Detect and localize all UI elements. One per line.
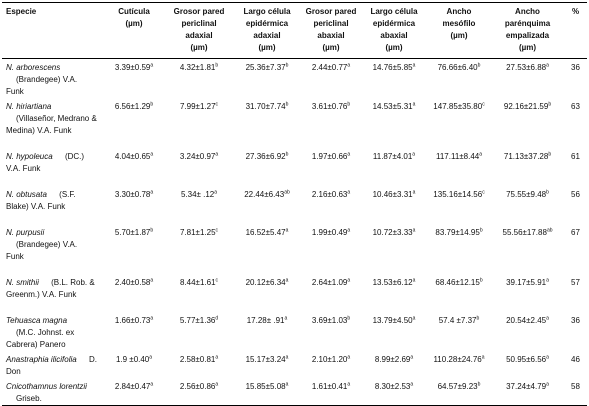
cell-value: 2.56±0.86 xyxy=(179,382,216,391)
cell-value: 3.30±0.78 xyxy=(114,190,151,199)
cell-value: 5.77±1.36 xyxy=(179,316,216,325)
cell-value: 14.53±5.31 xyxy=(372,102,413,111)
cell-value: 20.12±6.34 xyxy=(245,278,286,287)
cell-largo-abaxial xyxy=(361,148,427,186)
cell-grosor-abaxial xyxy=(301,274,361,312)
cell-largo-abaxial xyxy=(361,224,427,274)
cell-parenquima xyxy=(491,224,564,274)
cell-value: 135.16±14.56 xyxy=(433,190,483,199)
header-largo-adaxial xyxy=(233,3,301,59)
cell-grosor-adaxial xyxy=(165,224,233,274)
cell-largo-adaxial xyxy=(233,351,301,378)
cell-value: 8.30±2.53 xyxy=(374,382,411,391)
species-authority: (Villaseñor, Medrano & Medina) V.A. Funk xyxy=(6,114,97,135)
cell-mesofilo xyxy=(427,186,491,224)
species-scientific-name: Anastraphia ilicifolia xyxy=(6,355,77,364)
header-line: (µm) xyxy=(190,43,208,52)
significance-letter: a xyxy=(412,151,416,158)
header-line: Largo célula xyxy=(370,7,418,16)
cell-value: 25.36±7.37 xyxy=(245,63,286,72)
significance-letter: a xyxy=(214,189,218,196)
header-line: parénquima xyxy=(504,19,551,28)
species-authority: D. Don xyxy=(6,355,97,376)
significance-letter: a xyxy=(546,354,549,361)
header-line: epidérmica xyxy=(245,19,289,28)
cell-grosor-adaxial xyxy=(165,148,233,186)
species-cell xyxy=(2,59,103,99)
cell-cuticula xyxy=(103,351,165,378)
cell-percent: 46 xyxy=(571,355,580,364)
header-percent xyxy=(564,3,587,59)
cell-value: 13.79±4.50 xyxy=(372,316,413,325)
cell-percent: 36 xyxy=(571,316,580,325)
species-scientific-name: Tehuasca magna xyxy=(6,316,68,325)
cell-value: 75.55±9.48 xyxy=(506,190,547,199)
cell-cuticula xyxy=(103,186,165,224)
cell-value: 4.32±1.81 xyxy=(179,63,216,72)
significance-letter: b xyxy=(150,101,154,108)
cell-value: 13.53±6.12 xyxy=(372,278,413,287)
cell-value: 2.64±1.09 xyxy=(311,278,348,287)
table-row xyxy=(2,224,587,274)
cell-parenquima xyxy=(491,351,564,378)
header-line: Largo célula xyxy=(243,7,291,16)
cell-value: 92.16±21.59 xyxy=(503,102,549,111)
cell-mesofilo xyxy=(427,148,491,186)
cell-grosor-abaxial xyxy=(301,351,361,378)
cell-cuticula xyxy=(103,378,165,406)
cell-percent: 61 xyxy=(571,152,580,161)
cell-value: 27.36±6.92 xyxy=(245,152,286,161)
cell-value: 50.95±6.56 xyxy=(506,355,547,364)
cell-value: 14.76±5.85 xyxy=(372,63,413,72)
cell-value: 83.79±14.95 xyxy=(435,228,480,237)
significance-letter: b xyxy=(479,277,483,284)
species-authority: (S.F. Blake) V.A. Funk xyxy=(6,190,76,211)
cell-value: 2.58±0.81 xyxy=(179,355,216,364)
cell-value: 110.28±24.76 xyxy=(433,355,482,364)
significance-letter: a xyxy=(150,277,154,284)
cell-grosor-adaxial xyxy=(165,312,233,351)
cell-grosor-abaxial xyxy=(301,224,361,274)
significance-letter: a xyxy=(150,315,154,322)
cell-value: 57.4 ±7.37 xyxy=(438,316,477,325)
significance-letter: a xyxy=(215,381,219,388)
species-cell xyxy=(2,378,103,406)
significance-letter: a xyxy=(546,315,549,322)
cell-value: 8.99±2.69 xyxy=(374,355,411,364)
header-line: (µm) xyxy=(385,43,403,52)
cell-value: 1.61±0.41 xyxy=(311,382,348,391)
header-line: (µm) xyxy=(258,43,276,52)
species-scientific-name: N. hypoleuca xyxy=(6,152,53,161)
table-row xyxy=(2,351,587,378)
cell-value: 22.44±6.43 xyxy=(244,190,285,199)
significance-letter: b xyxy=(285,101,289,108)
cell-mesofilo xyxy=(427,312,491,351)
cell-value: 71.13±37.28 xyxy=(503,152,549,161)
cell-largo-abaxial xyxy=(361,351,427,378)
cell-grosor-abaxial xyxy=(301,98,361,148)
header-mesofilo xyxy=(427,3,491,59)
species-authority: Griseb. xyxy=(16,394,42,403)
cell-cuticula xyxy=(103,274,165,312)
significance-letter: a xyxy=(347,354,351,361)
significance-letter: a xyxy=(546,277,549,284)
table-row xyxy=(2,59,587,99)
species-authority: (Brandegee) V.A. Funk xyxy=(6,75,78,96)
cell-value: 16.52±5.47 xyxy=(245,228,286,237)
significance-letter: a xyxy=(285,381,289,388)
cell-percent: 57 xyxy=(571,278,580,287)
header-row xyxy=(2,3,587,59)
significance-letter: a xyxy=(150,189,154,196)
cell-largo-abaxial xyxy=(361,59,427,99)
cell-value: 3.39±0.59 xyxy=(114,63,151,72)
cell-largo-adaxial xyxy=(233,148,301,186)
header-line: abaxial xyxy=(380,31,408,40)
header-especie xyxy=(2,3,103,59)
cell-mesofilo xyxy=(427,378,491,406)
header-grosor-adaxial xyxy=(165,3,233,59)
cell-value: 27.53±6.88 xyxy=(506,63,547,72)
table-row xyxy=(2,378,587,406)
species-cell xyxy=(2,224,103,274)
cell-grosor-abaxial xyxy=(301,378,361,406)
significance-letter: ab xyxy=(284,189,290,196)
significance-letter: a xyxy=(347,277,351,284)
cell-largo-abaxial xyxy=(361,98,427,148)
cell-value: 8.44±1.61 xyxy=(179,278,216,287)
header-line: (µm) xyxy=(125,19,143,28)
significance-letter: a xyxy=(347,381,351,388)
significance-letter: b xyxy=(285,62,289,69)
cell-percent: 56 xyxy=(571,190,580,199)
cell-grosor-adaxial xyxy=(165,186,233,224)
cell-largo-abaxial xyxy=(361,274,427,312)
significance-letter: a xyxy=(412,315,416,322)
cell-value: 10.46±3.31 xyxy=(372,190,413,199)
significance-letter: a xyxy=(479,151,483,158)
significance-letter: a xyxy=(412,62,416,69)
anatomy-table xyxy=(2,2,587,406)
significance-letter: a xyxy=(347,189,351,196)
significance-letter: b xyxy=(150,227,154,234)
species-cell xyxy=(2,186,103,224)
header-line: adaxial xyxy=(185,31,213,40)
cell-value: 68.46±12.15 xyxy=(435,278,480,287)
cell-cuticula xyxy=(103,59,165,99)
species-scientific-name: N. purpusii xyxy=(6,228,45,237)
significance-letter: a xyxy=(412,277,416,284)
species-cell xyxy=(2,274,103,312)
significance-letter: b xyxy=(477,381,481,388)
header-line: Grosor pared xyxy=(305,7,357,16)
cell-cuticula xyxy=(103,224,165,274)
species-authority: (DC.) V.A. Funk xyxy=(6,152,85,173)
significance-letter: a xyxy=(546,381,549,388)
significance-letter: a xyxy=(285,227,289,234)
cell-value: 5.34± .12 xyxy=(180,190,215,199)
significance-letter: c xyxy=(215,227,219,234)
significance-letter: b xyxy=(548,151,552,158)
significance-letter: b xyxy=(347,101,351,108)
significance-letter: a xyxy=(150,151,154,158)
cell-value: 7.99±1.27 xyxy=(179,102,216,111)
significance-letter: d xyxy=(215,315,219,322)
table-row xyxy=(2,148,587,186)
species-cell xyxy=(2,351,103,378)
cell-percent: 36 xyxy=(571,63,580,72)
cell-largo-adaxial xyxy=(233,312,301,351)
cell-grosor-abaxial xyxy=(301,59,361,99)
species-cell xyxy=(2,148,103,186)
significance-letter: a xyxy=(150,62,154,69)
cell-largo-adaxial xyxy=(233,59,301,99)
cell-largo-adaxial xyxy=(233,378,301,406)
cell-value: 117.11±8.44 xyxy=(435,152,480,161)
significance-letter: a xyxy=(546,62,549,69)
cell-value: 11.87±4.01 xyxy=(372,152,413,161)
cell-mesofilo xyxy=(427,59,491,99)
header-line: periclinal xyxy=(181,19,217,28)
cell-cuticula xyxy=(103,98,165,148)
cell-value: 17.28± .91 xyxy=(246,316,285,325)
cell-value: 1.99±0.49 xyxy=(311,228,348,237)
significance-letter: b xyxy=(479,227,483,234)
species-authority: (B.L. Rob. & Greenm.) V.A. Funk xyxy=(6,278,95,299)
table-body xyxy=(2,59,587,406)
species-authority: (Brandegee) V.A. Funk xyxy=(6,240,78,261)
significance-letter: b xyxy=(285,151,289,158)
cell-largo-abaxial xyxy=(361,312,427,351)
header-line: (µm) xyxy=(450,31,468,40)
significance-letter: b xyxy=(548,101,552,108)
cell-parenquima xyxy=(491,59,564,99)
significance-letter: a xyxy=(412,227,416,234)
header-line: mesófilo xyxy=(442,19,476,28)
significance-letter: b xyxy=(347,315,351,322)
significance-letter: a xyxy=(284,315,288,322)
cell-value: 64.57±9.23 xyxy=(437,382,478,391)
cell-value: 55.56±17.88 xyxy=(502,228,547,237)
cell-value: 3.61±0.76 xyxy=(311,102,348,111)
cell-grosor-adaxial xyxy=(165,98,233,148)
cell-value: 2.16±0.63 xyxy=(311,190,348,199)
cell-cuticula xyxy=(103,312,165,351)
species-scientific-name: Cnicothamnus lorentzii xyxy=(6,382,87,391)
header-line: Cutícula xyxy=(118,7,150,16)
significance-letter: a xyxy=(347,151,351,158)
header-line: epidérmica xyxy=(372,19,416,28)
significance-letter: a xyxy=(150,381,154,388)
cell-parenquima xyxy=(491,186,564,224)
species-cell xyxy=(2,312,103,351)
header-largo-abaxial xyxy=(361,3,427,59)
significance-letter: a xyxy=(410,354,414,361)
cell-parenquima xyxy=(491,274,564,312)
cell-value: 5.70±1.87 xyxy=(114,228,151,237)
cell-largo-adaxial xyxy=(233,186,301,224)
cell-value: 2.44±0.77 xyxy=(311,63,348,72)
cell-value: 15.85±5.08 xyxy=(245,382,286,391)
species-scientific-name: N. smithii xyxy=(6,278,39,287)
header-line: (µm) xyxy=(518,43,537,52)
cell-grosor-adaxial xyxy=(165,378,233,406)
species-scientific-name: N. obtusata xyxy=(6,190,47,199)
cell-largo-adaxial xyxy=(233,274,301,312)
cell-largo-adaxial xyxy=(233,98,301,148)
cell-value: 15.17±3.24 xyxy=(245,355,286,364)
significance-letter: c xyxy=(482,189,485,196)
cell-value: 1.66±0.73 xyxy=(114,316,151,325)
cell-value: 37.24±4.79 xyxy=(506,382,547,391)
cell-value: 3.24±0.97 xyxy=(179,152,216,161)
cell-cuticula xyxy=(103,148,165,186)
header-line: periclinal xyxy=(313,19,349,28)
significance-letter: a xyxy=(412,189,416,196)
cell-percent: 67 xyxy=(571,228,580,237)
cell-mesofilo xyxy=(427,274,491,312)
cell-grosor-adaxial xyxy=(165,59,233,99)
cell-grosor-abaxial xyxy=(301,186,361,224)
cell-value: 6.56±1.29 xyxy=(114,102,151,111)
cell-value: 7.81±1.25 xyxy=(179,228,216,237)
cell-grosor-adaxial xyxy=(165,351,233,378)
significance-letter: b xyxy=(546,189,549,196)
significance-letter: a xyxy=(215,354,219,361)
cell-largo-abaxial xyxy=(361,186,427,224)
species-cell xyxy=(2,98,103,148)
table-row xyxy=(2,98,587,148)
cell-parenquima xyxy=(491,312,564,351)
cell-percent: 58 xyxy=(571,382,580,391)
cell-value: 31.70±7.74 xyxy=(245,102,286,111)
species-authority: (M.C. Johnst. ex Cabrera) Panero xyxy=(6,328,75,349)
header-line: Ancho xyxy=(446,7,472,16)
cell-value: 2.84±0.47 xyxy=(114,382,151,391)
cell-value: 2.10±1.20 xyxy=(311,355,348,364)
significance-letter: a xyxy=(410,381,414,388)
significance-letter: a xyxy=(149,354,153,361)
table-row xyxy=(2,186,587,224)
header-line: Ancho xyxy=(515,7,540,16)
header-parenquima xyxy=(491,3,564,59)
header-line: adaxial xyxy=(253,31,281,40)
significance-letter: a xyxy=(285,354,289,361)
significance-letter: a xyxy=(347,62,351,69)
significance-letter: a xyxy=(285,277,289,284)
species-scientific-name: N. arborescens xyxy=(6,63,61,72)
species-scientific-name: N. hiriartiana xyxy=(6,102,52,111)
cell-value: 76.66±6.40 xyxy=(437,63,478,72)
significance-letter: a xyxy=(347,227,351,234)
cell-largo-adaxial xyxy=(233,224,301,274)
cell-value: 10.72±3.33 xyxy=(372,228,413,237)
cell-value: 1.9 ±0.40 xyxy=(115,355,150,364)
header-line: Grosor pared xyxy=(173,7,225,16)
cell-value: 2.40±0.58 xyxy=(114,278,151,287)
cell-grosor-abaxial xyxy=(301,312,361,351)
cell-parenquima xyxy=(491,148,564,186)
cell-percent: 63 xyxy=(571,102,580,111)
significance-letter: a xyxy=(481,354,485,361)
cell-value: 20.54±2.45 xyxy=(506,316,547,325)
significance-letter: b xyxy=(215,62,219,69)
significance-letter: c xyxy=(482,101,485,108)
cell-grosor-adaxial xyxy=(165,274,233,312)
significance-letter: b xyxy=(476,315,480,322)
cell-mesofilo xyxy=(427,224,491,274)
cell-parenquima xyxy=(491,378,564,406)
cell-value: 1.97±0.66 xyxy=(311,152,348,161)
cell-largo-abaxial xyxy=(361,378,427,406)
cell-mesofilo xyxy=(427,351,491,378)
significance-letter: c xyxy=(215,277,219,284)
cell-value: 3.69±1.03 xyxy=(311,316,348,325)
header-line: (µm) xyxy=(322,43,340,52)
significance-letter: b xyxy=(477,62,481,69)
cell-value: 39.17±5.91 xyxy=(506,278,547,287)
table-row xyxy=(2,312,587,351)
significance-letter: a xyxy=(215,151,219,158)
significance-letter: c xyxy=(215,101,219,108)
header-line: abaxial xyxy=(317,31,345,40)
cell-value: 4.04±0.65 xyxy=(114,152,151,161)
significance-letter: ab xyxy=(546,227,553,234)
header-cuticula xyxy=(103,3,165,59)
header-grosor-abaxial xyxy=(301,3,361,59)
header-line: empalizada xyxy=(505,31,550,40)
header-especie-label: Especie xyxy=(6,7,37,16)
significance-letter: a xyxy=(412,101,416,108)
cell-value: 147.85±35.80 xyxy=(433,102,483,111)
header-percent-label: % xyxy=(571,7,580,16)
cell-parenquima xyxy=(491,98,564,148)
table-row xyxy=(2,274,587,312)
cell-grosor-abaxial xyxy=(301,148,361,186)
cell-mesofilo xyxy=(427,98,491,148)
